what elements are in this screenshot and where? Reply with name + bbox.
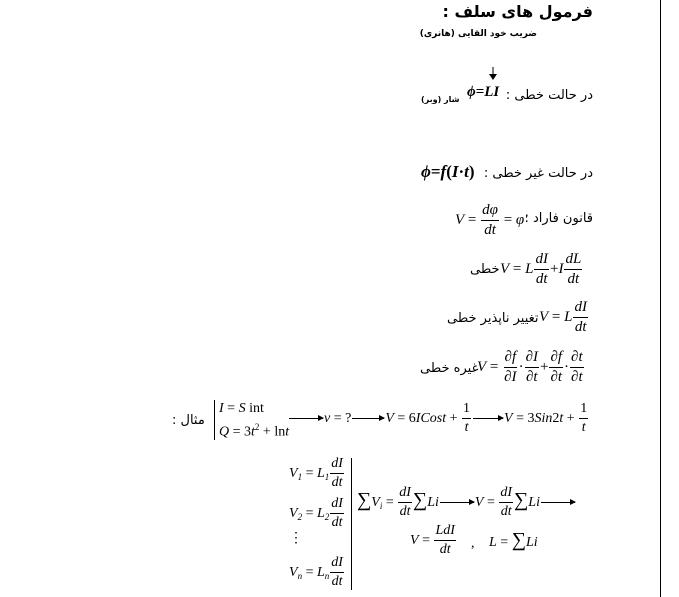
faraday-label: قانون فاراد : <box>524 211 593 226</box>
linear-label: در حالت خطی : <box>505 88 593 103</box>
pointer-arrow-icon <box>489 67 497 85</box>
series-separator: , <box>471 536 475 551</box>
example-line2: $Q = 3t^2 + \ln t$ <box>219 422 290 440</box>
case-nonlinear-label: غیره خطی <box>420 361 479 376</box>
page-border <box>660 0 661 597</box>
case-linear-formula: V = L $\frac{dI}{dt}$ +I $\frac{dL}{dt}$ <box>500 251 582 287</box>
example-chain: v = ? V = 6ICost + $\frac{1}{t}$ V = 3Sin2t + $\frac{1}{t}$ <box>288 402 589 435</box>
series-total: L = ∑Li <box>489 529 538 551</box>
case-invariant-label: تغییر ناپذیر خطی <box>447 311 539 326</box>
nonlinear-label: در حالت غیر خطی : <box>483 166 593 181</box>
example-line1: I = S int <box>219 401 264 416</box>
series-ldi: V = $\frac{\text{LdI}}{dt}$ <box>410 523 455 557</box>
case-invariant-formula: V = L $\frac{dI}{dt}$ <box>539 299 587 335</box>
series-v1: $V_1 = L_1$ $\frac{dI}{dt}$ <box>289 456 343 490</box>
flux-note: شار (وبر) <box>421 95 460 104</box>
series-brace <box>346 458 352 590</box>
series-sum: $\sum V_i$ = $\frac{dI}{dt}$ ∑Li V = $\frac{dI}{dt}$ ∑Li <box>357 486 576 519</box>
case-nonlinear-formula: V = $\frac{\partial f}{\partial I}$ · $\frac{\partial I}{\partial t}$ + $\frac{\partial f}{\partial t}$ · $\frac{\partial t}{\partial t}$ <box>477 349 583 385</box>
example-label: مثال : <box>172 413 205 428</box>
series-dots: ⋮ <box>289 531 303 546</box>
series-vn: $V_n = L_n$ $\frac{dI}{dt}$ <box>289 555 343 589</box>
subtitle: ضریب خود القایی (هانری) <box>419 29 537 39</box>
linear-formula: ϕ=LI <box>467 84 500 100</box>
faraday-formula: V = $\frac{d\varphi}{dt}$ = φ′ <box>455 202 528 238</box>
case-linear-label: خطی <box>470 262 500 277</box>
series-v2: $V_2 = L_2$ $\frac{dI}{dt}$ <box>289 496 343 530</box>
nonlinear-formula: ϕ=f(I·t) <box>421 162 475 181</box>
page-title: فرمول های سلف : <box>442 2 593 21</box>
